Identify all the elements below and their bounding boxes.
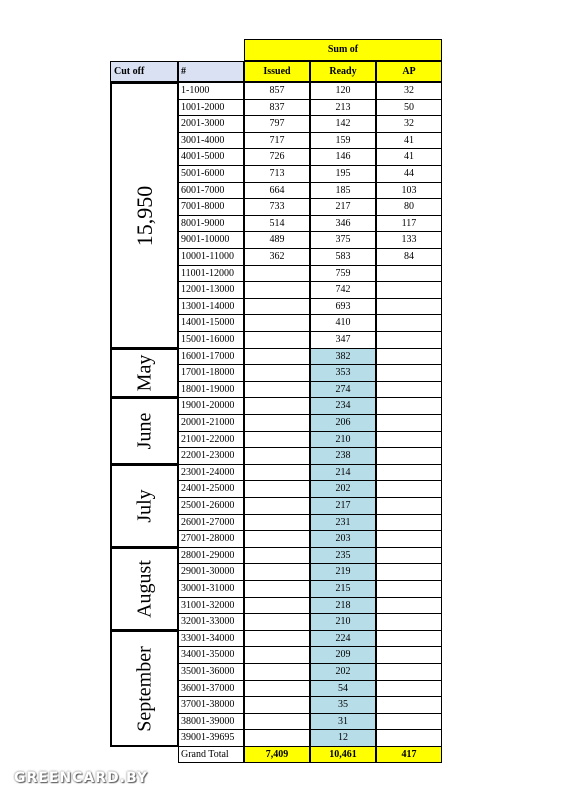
row-ready-cell: 218 bbox=[310, 597, 376, 614]
row-ap-cell: 80 bbox=[376, 198, 442, 216]
row-range-cell: 25001-26000 bbox=[178, 497, 244, 515]
row-issued-cell bbox=[244, 431, 310, 448]
row-range-cell: 24001-25000 bbox=[178, 480, 244, 498]
row-issued-cell: 857 bbox=[244, 82, 310, 100]
row-ap-cell bbox=[376, 298, 442, 315]
row-ready-cell: 274 bbox=[310, 381, 376, 398]
row-issued-cell bbox=[244, 597, 310, 614]
row-issued-cell: 717 bbox=[244, 132, 310, 149]
row-range-cell: 4001-5000 bbox=[178, 148, 244, 166]
row-ap-cell bbox=[376, 348, 442, 365]
cutoff-group bbox=[110, 630, 178, 747]
row-ready-cell: 142 bbox=[310, 115, 376, 133]
row-ap-cell: 133 bbox=[376, 231, 442, 249]
row-issued-cell bbox=[244, 314, 310, 332]
row-issued-cell bbox=[244, 265, 310, 282]
row-issued-cell bbox=[244, 646, 310, 664]
row-range-cell: 31001-32000 bbox=[178, 597, 244, 614]
row-issued-cell bbox=[244, 397, 310, 415]
row-ready-cell: 202 bbox=[310, 663, 376, 681]
row-range-cell: 20001-21000 bbox=[178, 414, 244, 432]
row-issued-cell: 733 bbox=[244, 198, 310, 216]
row-ap-cell: 50 bbox=[376, 99, 442, 116]
row-issued-cell bbox=[244, 281, 310, 299]
row-ap-cell bbox=[376, 597, 442, 614]
row-ap-cell: 41 bbox=[376, 132, 442, 149]
row-issued-cell bbox=[244, 580, 310, 598]
row-ap-cell: 84 bbox=[376, 248, 442, 266]
row-ready-cell: 759 bbox=[310, 265, 376, 282]
row-ready-cell: 209 bbox=[310, 646, 376, 664]
row-ap-cell bbox=[376, 364, 442, 382]
row-issued-cell bbox=[244, 480, 310, 498]
row-range-cell: 34001-35000 bbox=[178, 646, 244, 664]
row-ready-cell: 224 bbox=[310, 630, 376, 647]
row-ready-cell: 31 bbox=[310, 713, 376, 730]
row-ready-cell: 120 bbox=[310, 82, 376, 100]
row-ready-cell: 347 bbox=[310, 331, 376, 349]
cutoff-group bbox=[110, 82, 178, 349]
row-ap-cell bbox=[376, 580, 442, 598]
row-issued-cell bbox=[244, 348, 310, 365]
row-ap-cell bbox=[376, 530, 442, 548]
row-range-cell: 37001-38000 bbox=[178, 696, 244, 714]
ready-header: Ready bbox=[310, 61, 376, 82]
row-range-cell: 16001-17000 bbox=[178, 348, 244, 365]
row-issued-cell bbox=[244, 514, 310, 531]
row-range-cell: 19001-20000 bbox=[178, 397, 244, 415]
watermark: GREENCARD.BY bbox=[14, 770, 148, 786]
row-range-cell: 14001-15000 bbox=[178, 314, 244, 332]
row-range-cell: 35001-36000 bbox=[178, 663, 244, 681]
row-ready-cell: 206 bbox=[310, 414, 376, 432]
row-ap-cell bbox=[376, 414, 442, 432]
hash-header: # bbox=[178, 61, 244, 82]
row-ap-cell: 44 bbox=[376, 165, 442, 183]
row-issued-cell bbox=[244, 563, 310, 581]
row-ap-cell: 117 bbox=[376, 215, 442, 232]
row-ap-cell bbox=[376, 630, 442, 647]
row-issued-cell bbox=[244, 364, 310, 382]
row-ap-cell bbox=[376, 464, 442, 481]
cutoff-group bbox=[110, 547, 178, 631]
row-issued-cell: 362 bbox=[244, 248, 310, 266]
row-range-cell: 1001-2000 bbox=[178, 99, 244, 116]
row-range-cell: 26001-27000 bbox=[178, 514, 244, 531]
row-range-cell: 32001-33000 bbox=[178, 613, 244, 631]
row-ready-cell: 231 bbox=[310, 514, 376, 531]
row-issued-cell bbox=[244, 713, 310, 730]
row-range-cell: 33001-34000 bbox=[178, 630, 244, 647]
row-ready-cell: 215 bbox=[310, 580, 376, 598]
row-ready-cell: 214 bbox=[310, 464, 376, 481]
row-ready-cell: 210 bbox=[310, 613, 376, 631]
row-range-cell: 7001-8000 bbox=[178, 198, 244, 216]
row-ap-cell bbox=[376, 397, 442, 415]
row-ap-cell bbox=[376, 646, 442, 664]
row-ap-cell bbox=[376, 663, 442, 681]
row-ap-cell: 103 bbox=[376, 182, 442, 199]
cutoff-group bbox=[110, 397, 178, 465]
row-ap-cell: 32 bbox=[376, 82, 442, 100]
row-range-cell: 8001-9000 bbox=[178, 215, 244, 232]
row-ready-cell: 210 bbox=[310, 431, 376, 448]
row-ap-cell bbox=[376, 547, 442, 564]
row-issued-cell: 837 bbox=[244, 99, 310, 116]
cutoff-group bbox=[110, 464, 178, 548]
row-ap-cell bbox=[376, 497, 442, 515]
row-issued-cell bbox=[244, 414, 310, 432]
row-issued-cell: 514 bbox=[244, 215, 310, 232]
row-issued-cell bbox=[244, 630, 310, 647]
row-ready-cell: 217 bbox=[310, 198, 376, 216]
cut-off-header: Cut off bbox=[110, 61, 178, 82]
row-ap-cell bbox=[376, 713, 442, 730]
row-issued-cell: 664 bbox=[244, 182, 310, 199]
grand-total-ap: 417 bbox=[376, 746, 442, 763]
row-ap-cell bbox=[376, 514, 442, 531]
cutoff-group-label: July bbox=[133, 489, 155, 523]
grand-total-ready: 10,461 bbox=[310, 746, 376, 763]
row-ap-cell bbox=[376, 696, 442, 714]
row-ap-cell bbox=[376, 265, 442, 282]
cutoff-group-label: September bbox=[133, 645, 155, 732]
row-issued-cell bbox=[244, 530, 310, 548]
issued-header: Issued bbox=[244, 61, 310, 82]
row-issued-cell bbox=[244, 613, 310, 631]
row-issued-cell: 489 bbox=[244, 231, 310, 249]
row-range-cell: 28001-29000 bbox=[178, 547, 244, 564]
row-range-cell: 38001-39000 bbox=[178, 713, 244, 730]
row-ready-cell: 146 bbox=[310, 148, 376, 166]
row-ap-cell bbox=[376, 563, 442, 581]
row-ready-cell: 234 bbox=[310, 397, 376, 415]
row-range-cell: 5001-6000 bbox=[178, 165, 244, 183]
cutoff-group-label: June bbox=[133, 412, 155, 450]
row-range-cell: 12001-13000 bbox=[178, 281, 244, 299]
row-range-cell: 10001-11000 bbox=[178, 248, 244, 266]
row-ap-cell bbox=[376, 314, 442, 332]
row-ready-cell: 217 bbox=[310, 497, 376, 515]
row-range-cell: 27001-28000 bbox=[178, 530, 244, 548]
row-ap-cell bbox=[376, 431, 442, 448]
row-ap-cell bbox=[376, 680, 442, 697]
row-issued-cell bbox=[244, 663, 310, 681]
row-range-cell: 21001-22000 bbox=[178, 431, 244, 448]
row-ready-cell: 219 bbox=[310, 563, 376, 581]
cutoff-group bbox=[110, 348, 178, 398]
row-ready-cell: 35 bbox=[310, 696, 376, 714]
row-issued-cell bbox=[244, 680, 310, 697]
row-range-cell: 3001-4000 bbox=[178, 132, 244, 149]
row-ready-cell: 195 bbox=[310, 165, 376, 183]
row-issued-cell: 713 bbox=[244, 165, 310, 183]
row-ready-cell: 382 bbox=[310, 348, 376, 365]
row-range-cell: 30001-31000 bbox=[178, 580, 244, 598]
row-ap-cell: 41 bbox=[376, 148, 442, 166]
row-ap-cell: 32 bbox=[376, 115, 442, 133]
row-ap-cell bbox=[376, 480, 442, 498]
row-ready-cell: 375 bbox=[310, 231, 376, 249]
row-range-cell: 17001-18000 bbox=[178, 364, 244, 382]
row-issued-cell bbox=[244, 497, 310, 515]
row-range-cell: 9001-10000 bbox=[178, 231, 244, 249]
row-ap-cell bbox=[376, 281, 442, 299]
row-ap-cell bbox=[376, 381, 442, 398]
row-issued-cell bbox=[244, 464, 310, 481]
row-ready-cell: 213 bbox=[310, 99, 376, 116]
sum-of-header: Sum of bbox=[244, 39, 442, 61]
row-ready-cell: 235 bbox=[310, 547, 376, 564]
cutoff-group-label: 15,950 bbox=[131, 185, 157, 246]
row-ready-cell: 353 bbox=[310, 364, 376, 382]
row-ready-cell: 742 bbox=[310, 281, 376, 299]
row-issued-cell bbox=[244, 729, 310, 747]
row-range-cell: 18001-19000 bbox=[178, 381, 244, 398]
row-issued-cell bbox=[244, 447, 310, 465]
grand-total-label: Grand Total bbox=[178, 746, 244, 763]
row-ready-cell: 202 bbox=[310, 480, 376, 498]
row-ready-cell: 54 bbox=[310, 680, 376, 697]
row-issued-cell bbox=[244, 547, 310, 564]
row-ready-cell: 185 bbox=[310, 182, 376, 199]
row-range-cell: 39001-39695 bbox=[178, 729, 244, 747]
ap-header: AP bbox=[376, 61, 442, 82]
row-range-cell: 36001-37000 bbox=[178, 680, 244, 697]
row-issued-cell bbox=[244, 381, 310, 398]
row-range-cell: 6001-7000 bbox=[178, 182, 244, 199]
cutoff-group-label: May bbox=[133, 354, 155, 392]
row-ready-cell: 410 bbox=[310, 314, 376, 332]
row-ready-cell: 238 bbox=[310, 447, 376, 465]
grand-total-issued: 7,409 bbox=[244, 746, 310, 763]
row-range-cell: 1-1000 bbox=[178, 82, 244, 100]
row-issued-cell: 797 bbox=[244, 115, 310, 133]
row-ready-cell: 159 bbox=[310, 132, 376, 149]
row-issued-cell bbox=[244, 331, 310, 349]
row-ready-cell: 583 bbox=[310, 248, 376, 266]
row-ready-cell: 203 bbox=[310, 530, 376, 548]
row-range-cell: 11001-12000 bbox=[178, 265, 244, 282]
row-range-cell: 13001-14000 bbox=[178, 298, 244, 315]
row-ap-cell bbox=[376, 447, 442, 465]
row-range-cell: 22001-23000 bbox=[178, 447, 244, 465]
row-ap-cell bbox=[376, 729, 442, 747]
row-ready-cell: 12 bbox=[310, 729, 376, 747]
row-issued-cell: 726 bbox=[244, 148, 310, 166]
row-ap-cell bbox=[376, 331, 442, 349]
row-range-cell: 2001-3000 bbox=[178, 115, 244, 133]
cutoff-group-label: August bbox=[133, 560, 155, 618]
row-issued-cell bbox=[244, 696, 310, 714]
row-ap-cell bbox=[376, 613, 442, 631]
row-ready-cell: 346 bbox=[310, 215, 376, 232]
row-range-cell: 29001-30000 bbox=[178, 563, 244, 581]
row-issued-cell bbox=[244, 298, 310, 315]
row-range-cell: 15001-16000 bbox=[178, 331, 244, 349]
row-range-cell: 23001-24000 bbox=[178, 464, 244, 481]
row-ready-cell: 693 bbox=[310, 298, 376, 315]
